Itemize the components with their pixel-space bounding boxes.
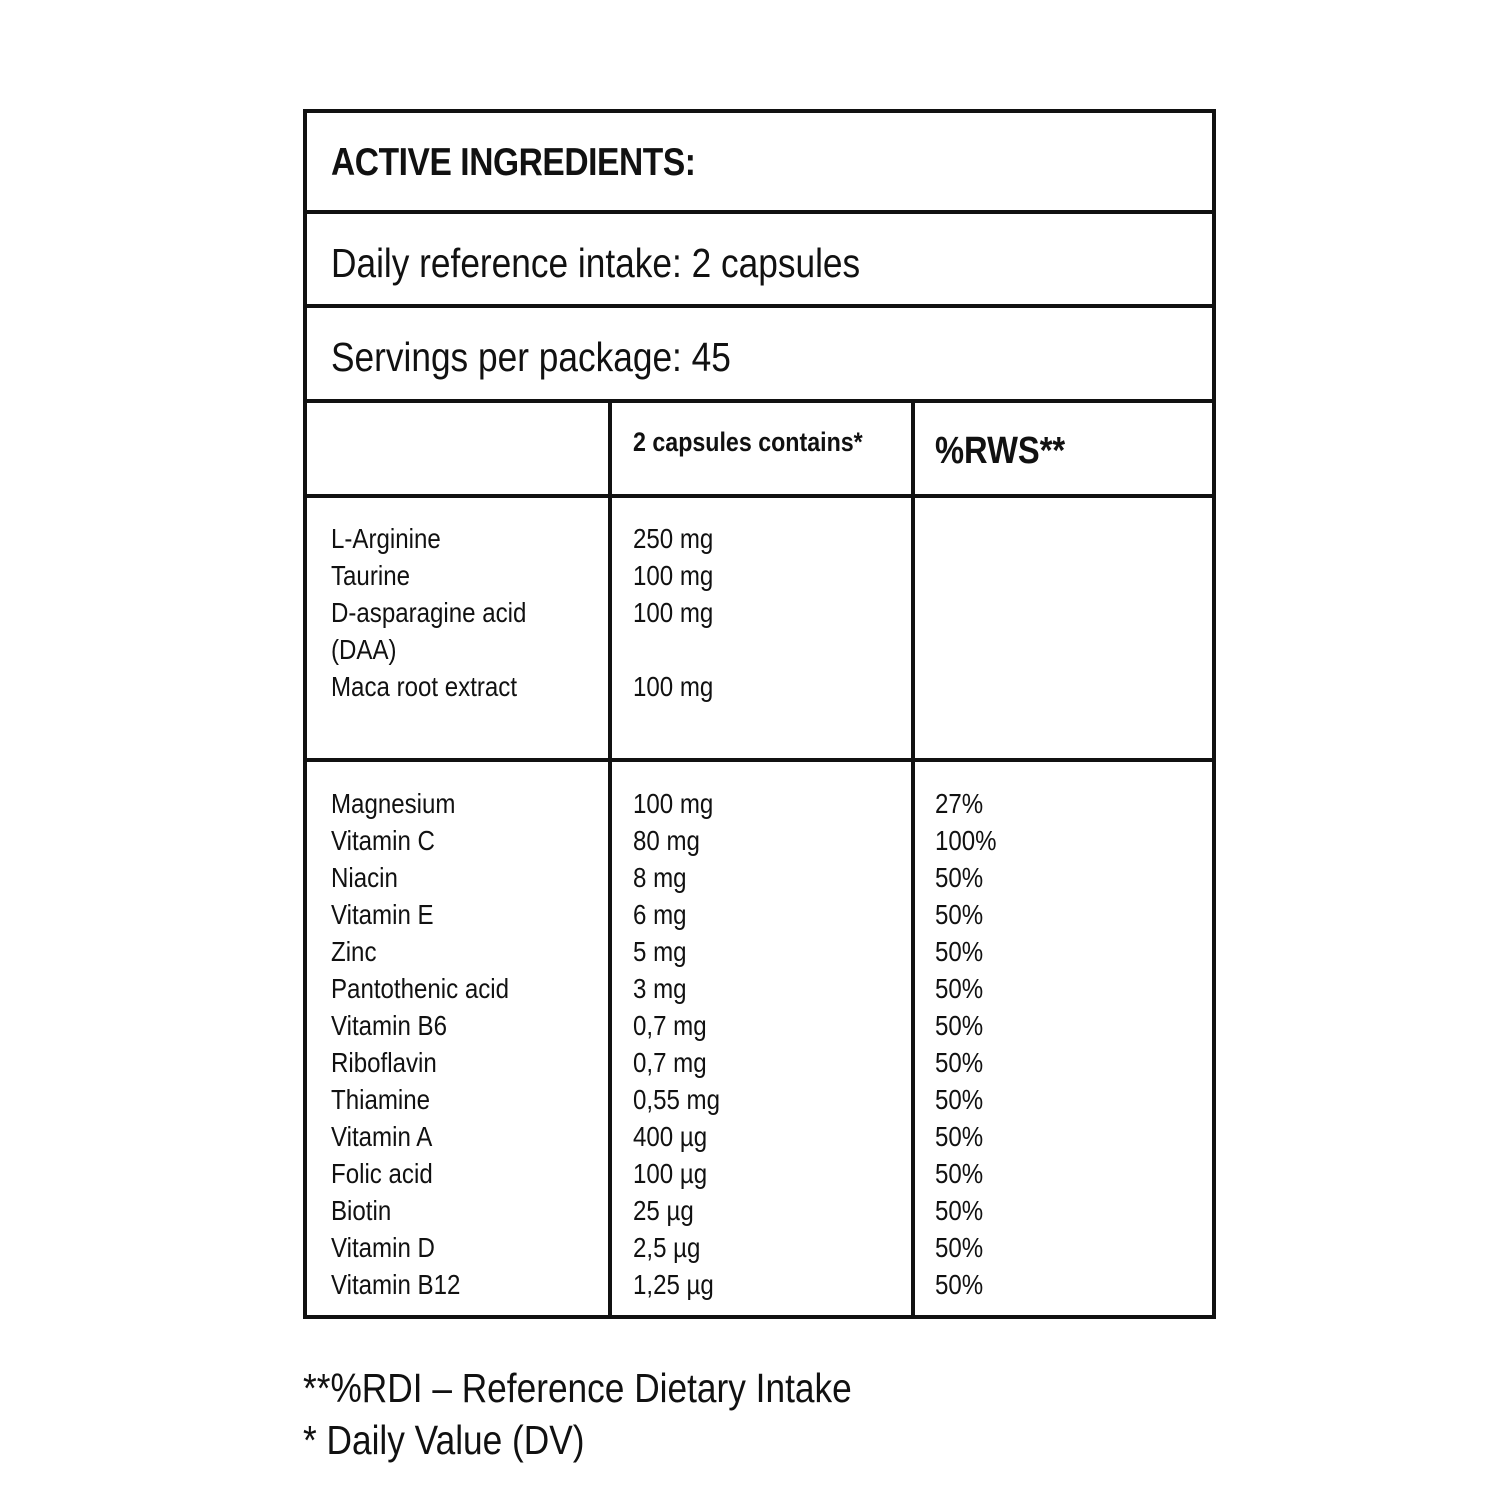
ingredient-amount-line: 100 mg [633,597,714,628]
nutrient-percent: 50% [935,1195,984,1226]
ingredient-names [331,520,601,705]
nutrient-name: Zinc [331,936,377,967]
nutrient-percent: 50% [935,973,984,1004]
nutrient-name: Vitamin B6 [331,1010,448,1041]
column-header-row [307,403,1212,498]
nutrient-percent: 50% [935,1232,984,1263]
nutrient-name: Vitamin A [331,1121,433,1152]
column-divider [911,403,915,1315]
nutrient-percent: 50% [935,1121,984,1152]
nutrition-table [303,109,1216,1319]
column-divider [608,403,612,1315]
nutrient-percent: 50% [935,1269,984,1300]
footnote-rdi: **%RDI – Reference Dietary Intake [303,1365,852,1411]
ingredient-group-2 [307,762,1212,1315]
table-title: ACTIVE INGREDIENTS: [331,141,696,184]
nutrient-name: Biotin [331,1195,392,1226]
nutrient-percent: 27% [935,788,984,819]
nutrient-name: Vitamin E [331,899,434,930]
footnote-dv: * Daily Value (DV) [303,1417,585,1463]
nutrient-percent: 100% [935,825,997,856]
ingredient-name: Taurine [331,560,410,591]
nutrient-names [331,785,601,1303]
nutrient-name: Magnesium [331,788,456,819]
nutrient-name: Thiamine [331,1084,431,1115]
nutrient-percent: 50% [935,1084,984,1115]
servings-text: Servings per package: 45 [331,334,731,380]
nutrient-amount: 25 µg [633,1195,694,1226]
nutrient-percent: 50% [935,1010,984,1041]
daily-intake-row [307,214,1212,308]
nutrient-amount: 1,25 µg [633,1269,714,1300]
nutrient-amount: 2,5 µg [633,1232,701,1263]
ingredient-name: Maca root extract [331,671,518,702]
nutrient-amount: 100 mg [633,788,714,819]
nutrient-amount: 3 mg [633,973,687,1004]
nutrient-amount: 100 µg [633,1158,708,1189]
nutrient-name: Pantothenic acid [331,973,510,1004]
amount-column-header: 2 capsules contains* [633,427,863,457]
ingredient-name-line: D-asparagine acid [331,597,527,628]
nutrient-percent: 50% [935,862,984,893]
nutrient-name: Riboflavin [331,1047,437,1078]
nutrient-amount: 6 mg [633,899,687,930]
nutrient-name: Folic acid [331,1158,433,1189]
nutrient-amount: 0,7 mg [633,1010,707,1041]
rws-column-header: %RWS** [935,430,1066,472]
ingredient-amount: 100 mg [633,671,714,702]
nutrient-amounts [633,785,903,1303]
ingredient-name-line: (DAA) [331,634,397,665]
ingredient-amount [633,594,865,668]
nutrient-name: Vitamin C [331,825,435,856]
ingredient-name: L-Arginine [331,523,441,554]
ingredient-amounts [633,520,903,705]
ingredient-name [331,594,563,668]
ingredient-amount: 100 mg [633,560,714,591]
nutrient-name: Vitamin D [331,1232,435,1263]
daily-intake-text: Daily reference intake: 2 capsules [331,240,861,286]
nutrient-percentages [935,785,1205,1303]
nutrient-amount: 0,55 mg [633,1084,721,1115]
ingredient-amount: 250 mg [633,523,714,554]
title-row [307,113,1212,214]
nutrient-percent: 50% [935,1047,984,1078]
servings-row [307,308,1212,403]
nutrient-name: Niacin [331,862,398,893]
nutrient-amount: 80 mg [633,825,700,856]
footnotes [303,1362,941,1466]
nutrient-percent: 50% [935,1158,984,1189]
nutrient-amount: 0,7 mg [633,1047,707,1078]
nutrient-amount: 5 mg [633,936,687,967]
nutrient-percent: 50% [935,899,984,930]
nutrient-amount: 400 µg [633,1121,708,1152]
nutrient-name: Vitamin B12 [331,1269,461,1300]
ingredient-group-1 [307,498,1212,762]
nutrient-percent: 50% [935,936,984,967]
nutrient-amount: 8 mg [633,862,687,893]
